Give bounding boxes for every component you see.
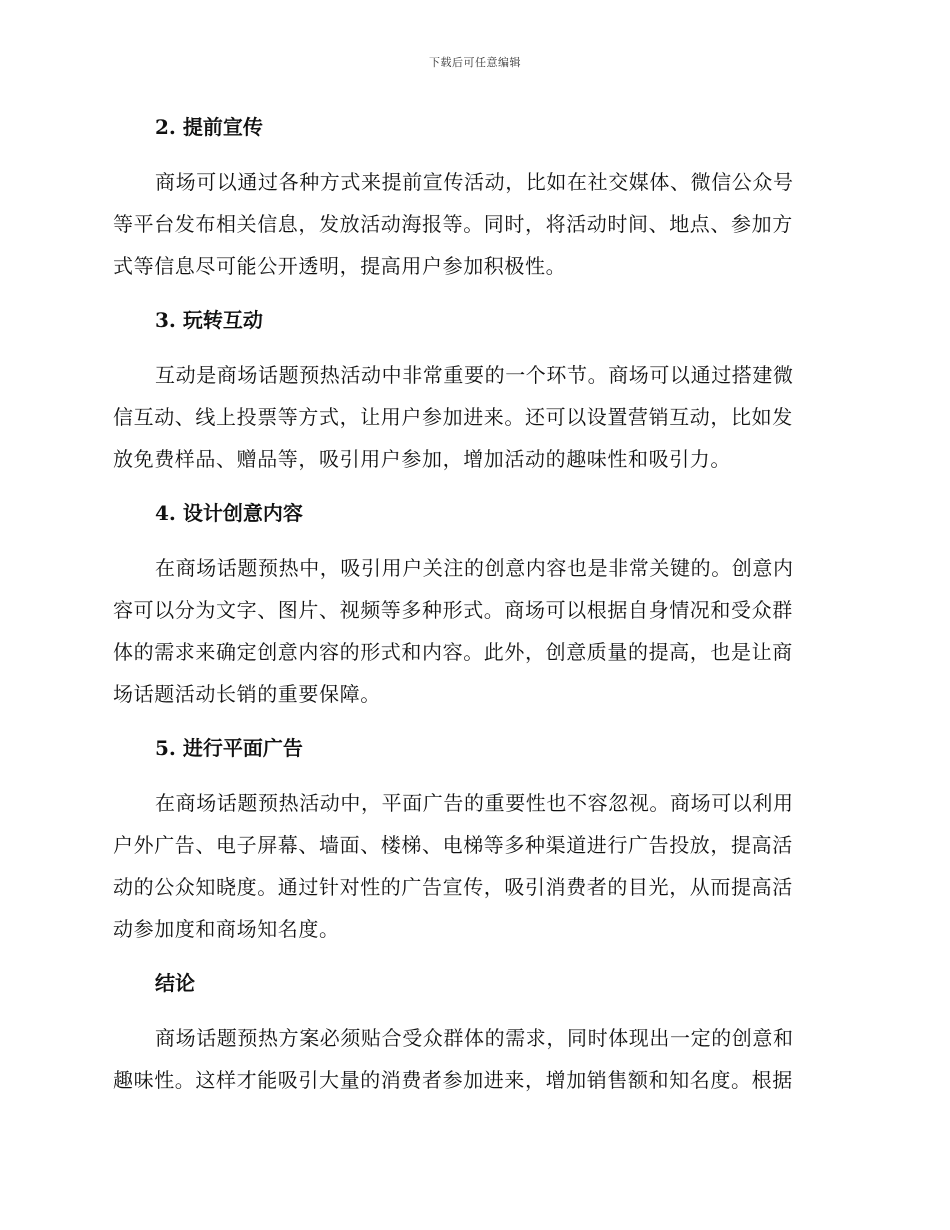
paragraph-line: 商场可以通过各种方式来提前宣传活动，比如在社交媒体、微信公众号 xyxy=(155,170,794,194)
paragraph-line: 等平台发布相关信息，发放活动海报等。同时，将活动时间、地点、参加方 xyxy=(113,212,793,236)
section-heading: 4. 设计创意内容 xyxy=(155,501,303,525)
section-creative-content xyxy=(113,494,833,715)
paragraph-line: 动参加度和商场知名度。 xyxy=(113,917,340,941)
section-heading: 结论 xyxy=(155,971,195,995)
page-header: 下载后可任意编辑 xyxy=(429,56,521,69)
section-advance-promotion xyxy=(113,108,833,287)
section-interaction xyxy=(113,301,833,480)
paragraph-line: 式等信息尽可能公开透明，提高用户参加积极性。 xyxy=(113,254,567,278)
section-print-advertising xyxy=(113,729,833,950)
paragraph-line: 容可以分为文字、图片、视频等多种形式。商场可以根据自身情况和受众群 xyxy=(113,598,793,622)
paragraph-line: 场话题活动长销的重要保障。 xyxy=(113,682,381,706)
paragraph-line: 在商场话题预热活动中，平面广告的重要性也不容忽视。商场可以利用 xyxy=(155,791,794,815)
paragraph-line: 动的公众知晓度。通过针对性的广告宣传，吸引消费者的目光，从而提高活 xyxy=(113,875,793,899)
paragraph-line: 在商场话题预热中，吸引用户关注的创意内容也是非常关键的。创意内 xyxy=(155,556,794,580)
paragraph-line: 互动是商场话题预热活动中非常重要的一个环节。商场可以通过搭建微 xyxy=(155,363,794,387)
section-paragraph xyxy=(113,161,833,287)
document-body xyxy=(113,108,833,1115)
section-paragraph xyxy=(113,782,833,950)
paragraph-line: 趣味性。这样才能吸引大量的消费者参加进来，增加销售额和知名度。根据 xyxy=(113,1068,793,1092)
section-paragraph xyxy=(113,547,833,715)
paragraph-line: 放免费样品、赠品等，吸引用户参加，增加活动的趣味性和吸引力。 xyxy=(113,447,731,471)
paragraph-line: 户外广告、电子屏幕、墙面、楼梯、电梯等多种渠道进行广告投放，提高活 xyxy=(113,833,793,857)
section-paragraph xyxy=(113,1017,833,1101)
section-heading: 2. 提前宣传 xyxy=(155,115,263,139)
section-paragraph xyxy=(113,354,833,480)
paragraph-line: 体的需求来确定创意内容的形式和内容。此外，创意质量的提高，也是让商 xyxy=(113,640,793,664)
paragraph-line: 商场话题预热方案必须贴合受众群体的需求，同时体现出一定的创意和 xyxy=(155,1026,794,1050)
section-conclusion xyxy=(113,964,833,1101)
section-heading: 3. 玩转互动 xyxy=(155,308,263,332)
section-heading: 5. 进行平面广告 xyxy=(155,736,303,760)
paragraph-line: 信互动、线上投票等方式，让用户参加进来。还可以设置营销互动，比如发 xyxy=(113,405,793,429)
